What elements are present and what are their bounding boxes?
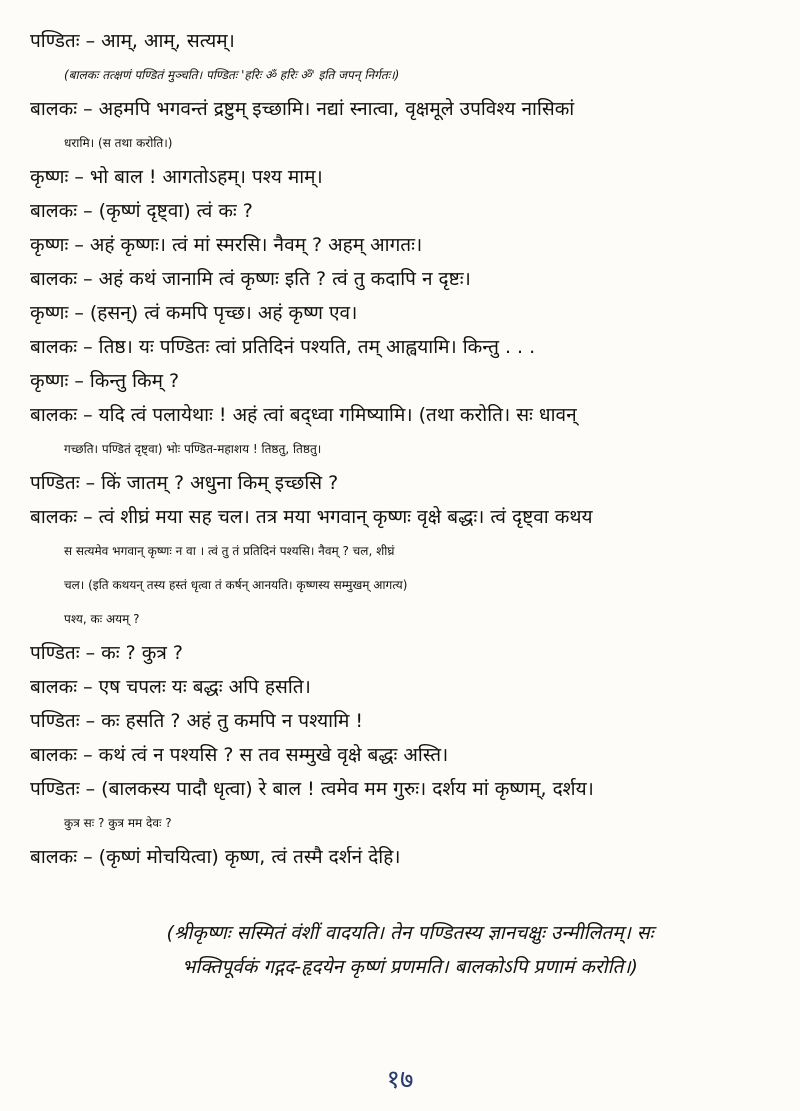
dialogue-line: पण्डितः – कः हसति ? अहं तु कमपि न पश्यामि ! [30, 710, 364, 732]
dialogue-line: बालकः – कथं त्वं न पश्यसि ? स तव सम्मुखे वृक्षे बद्धः अस्ति। [30, 744, 449, 766]
dialogue-continuation: पश्य, कः अयम् ? [64, 612, 140, 626]
dialogue-line: बालकः – अहं कथं जानामि त्वं कृष्णः इति ? त्वं तु कदापि न दृष्टः। [30, 268, 471, 290]
dialogue-continuation: गच्छति। पण्डितं दृष्ट्वा) भोः पण्डित-महाशय ! तिष्ठतु, तिष्ठतु। [64, 442, 322, 456]
closing-line: भक्तिपूर्वकं गद्गद-हृदयेन कृष्णं प्रणमति। बालकोऽपि प्रणामं करोति।) [182, 956, 638, 978]
dialogue-line: बालकः – (कृष्णं मोचयित्वा) कृष्ण, त्वं तस्मै दर्शनं देहि। [30, 846, 401, 868]
dialogue-line: बालकः – त्वं शीघ्रं मया सह चल। तत्र मया भगवान् कृष्णः वृक्षे बद्धः। त्वं दृष्ट्वा कथय [30, 506, 593, 528]
dialogue-line: बालकः – यदि त्वं पलायेथाः ! अहं त्वां बद्ध्वा गमिष्यामि। (तथा करोति। सः धावन् [30, 404, 577, 426]
dialogue-line: पण्डितः – किं जातम् ? अधुना किम् इच्छसि ? [30, 472, 339, 494]
page-number: १७ [386, 1065, 414, 1095]
dialogue-continuation: धरामि। (स तथा करोति।) [64, 136, 173, 150]
dialogue-line: कृष्णः – (हसन्) त्वं कमपि पृच्छ। अहं कृष्ण एव। [30, 302, 358, 324]
dialogue-line: बालकः – तिष्ठ। यः पण्डितः त्वां प्रतिदिनं पश्यति, तम् आह्वयामि। किन्तु . . . [30, 336, 536, 358]
dialogue-continuation: स सत्यमेव भगवान् कृष्णः न वा । त्वं तु तं प्रतिदिनं पश्यसि। नैवम् ? चल, शीघ्रं [64, 544, 395, 558]
dialogue-line: बालकः – (कृष्णं दृष्ट्वा) त्वं कः ? [30, 200, 253, 222]
dialogue-line: कृष्णः – किन्तु किम् ? [30, 370, 180, 392]
dialogue-line: कृष्णः – भो बाल ! आगतोऽहम्। पश्य माम्। [30, 166, 323, 188]
dialogue-line: पण्डितः – (बालकस्य पादौ धृत्वा) रे बाल ! त्वमेव मम गुरुः। दर्शय मां कृष्णम्, दर्शय। [30, 778, 594, 800]
dialogue-continuation: चल। (इति कथयन् तस्य हस्तं धृत्वा तं कर्षन् आनयति। कृष्णस्य सम्मुखम् आगत्य) [64, 578, 408, 592]
dialogue-block [30, 24, 780, 874]
dialogue-line: पण्डितः – आम्, आम्, सत्यम्। [30, 30, 235, 52]
closing-line: (श्रीकृष्णः सस्मितं वंशीं वादयति। तेन पण्डितस्य ज्ञानचक्षुः उन्मीलितम्। सः [166, 922, 654, 944]
dialogue-line: बालकः – अहमपि भगवन्तं द्रष्टुम् इच्छामि। नद्यां स्नात्वा, वृक्षमूले उपविश्य नासिकां [30, 98, 575, 120]
dialogue-continuation: कुत्र सः ? कुत्र मम देवः ? [64, 816, 172, 830]
dialogue-line: कृष्णः – अहं कृष्णः। त्वं मां स्मरसि। नैवम् ? अहम् आगतः। [30, 234, 423, 256]
closing-stage-direction [60, 916, 760, 984]
dialogue-line: पण्डितः – कः ? कुत्र ? [30, 642, 183, 664]
dialogue-line: बालकः – एष चपलः यः बद्धः अपि हसति। [30, 676, 311, 698]
stage-direction: (बालकः तत्क्षणं पण्डितं मुञ्चति। पण्डितः 'हरिः ॐ हरिः ॐ' इति जपन् निर्गतः।) [64, 68, 400, 82]
